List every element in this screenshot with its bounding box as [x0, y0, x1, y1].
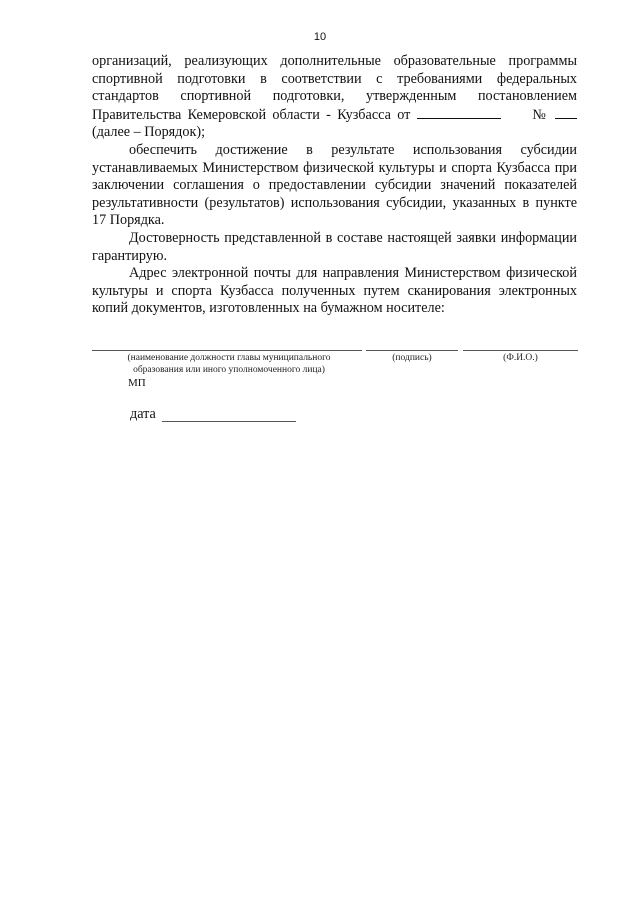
paragraph-1-text: организаций, реализующих дополнительные образовательные программы спортивной подготовки в соответствии с требованиями федеральных стандартов спортивной подготовки, утвержденным постановлением Правительства Кемеровской области - Кузбасса от	[92, 53, 577, 123]
body-text	[92, 53, 577, 318]
signature-line	[366, 350, 458, 351]
name-line	[463, 350, 578, 351]
date-blank	[162, 421, 296, 422]
stamp-label: МП	[128, 377, 146, 389]
name-caption: (Ф.И.О.)	[503, 353, 538, 363]
date-label: дата	[130, 406, 156, 422]
position-line	[92, 350, 362, 351]
paragraph-1	[92, 53, 577, 142]
paragraph-3: Достоверность представленной в составе настоящей заявки информации гарантирую.	[92, 229, 577, 264]
position-caption: (наименование должности главы муниципального образования или иного уполномоченного лица)	[127, 353, 331, 375]
paragraph-4: Адрес электронной почты для направления Министерством физической культуры и спорта Кузбасса полученных путем сканирования электронных копий документов, изготовленных на бумажном носителе:	[92, 265, 577, 317]
paragraph-2: обеспечить достижение в результате использования субсидии устанавливаемых Министерством физической культуры и спорта Кузбасса при заключении соглашения о предоставлении субсидии значений показателей результативности (результатов) использования субсидии, указанных в пункте 17 Порядка.	[92, 141, 577, 229]
number-sign: №	[532, 106, 549, 123]
signature-caption: (подпись)	[392, 353, 432, 363]
page-number: 10	[313, 31, 327, 43]
decree-date-blank	[417, 106, 501, 119]
paragraph-1-tail: (далее – Порядок);	[92, 124, 206, 141]
decree-number-blank	[555, 106, 577, 119]
